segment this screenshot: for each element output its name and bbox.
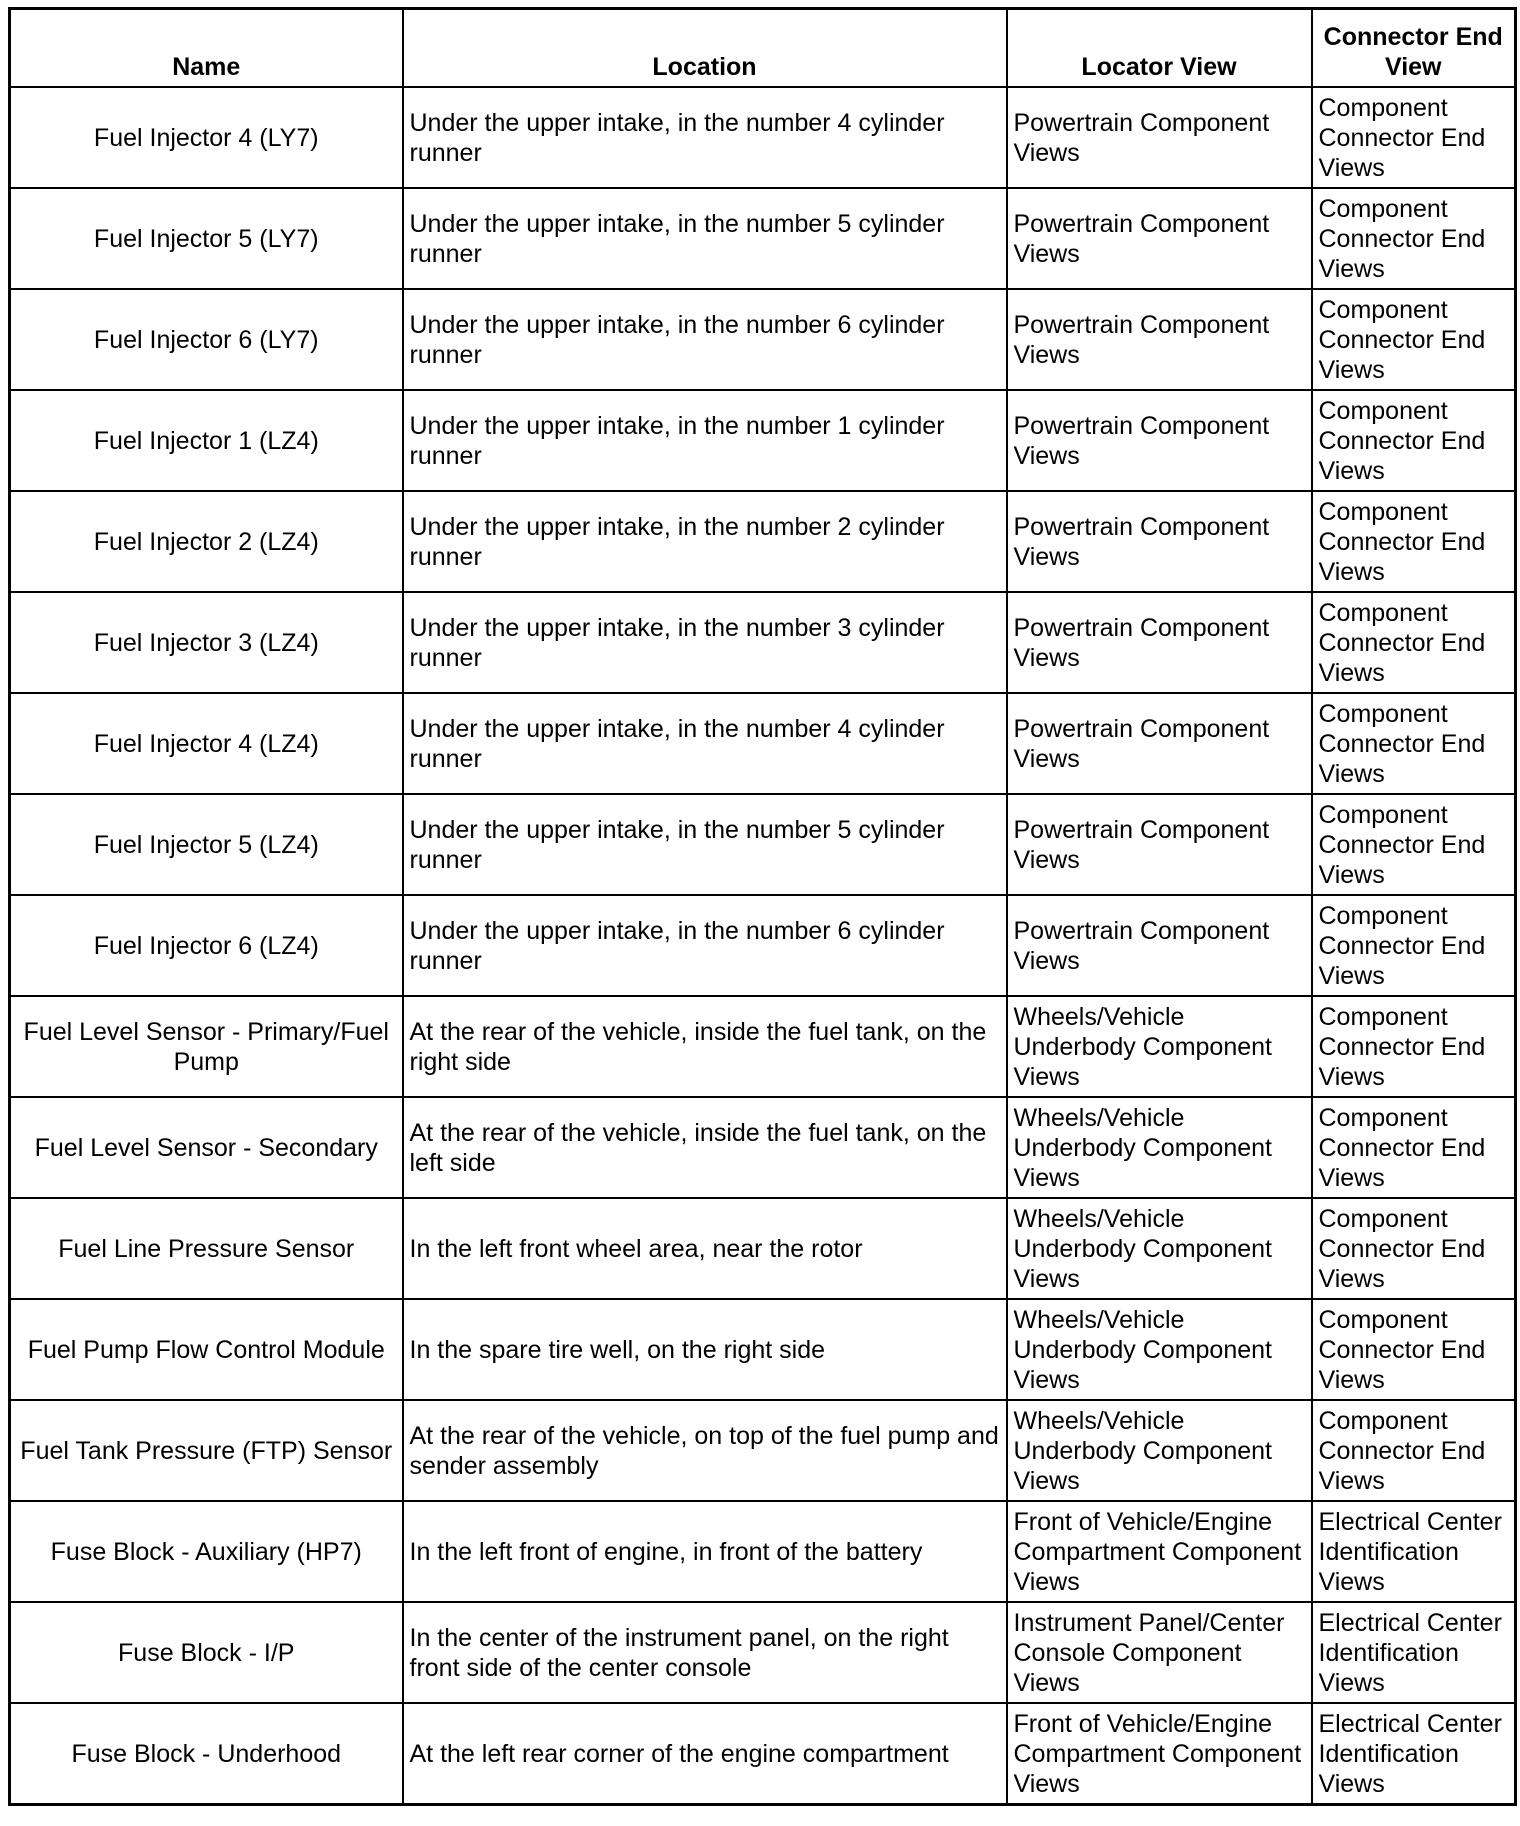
table-row: [10, 693, 1516, 794]
cell-location: At the rear of the vehicle, on top of the fuel pump and sender assembly: [403, 1400, 1007, 1501]
table-row: [10, 1400, 1516, 1501]
cell-name: Fuel Tank Pressure (FTP) Sensor: [10, 1400, 403, 1501]
table-row: [10, 996, 1516, 1097]
header-name: Name: [10, 9, 403, 88]
table-row: [10, 1501, 1516, 1602]
cell-locator-view: Powertrain Component Views: [1007, 188, 1312, 289]
cell-name: Fuel Injector 2 (LZ4): [10, 491, 403, 592]
table-row: [10, 491, 1516, 592]
cell-name: Fuel Injector 6 (LY7): [10, 289, 403, 390]
cell-location: Under the upper intake, in the number 6 cylinder runner: [403, 289, 1007, 390]
cell-location: Under the upper intake, in the number 4 cylinder runner: [403, 87, 1007, 188]
cell-location: In the left front wheel area, near the rotor: [403, 1198, 1007, 1299]
cell-location: In the spare tire well, on the right side: [403, 1299, 1007, 1400]
cell-name: Fuel Injector 5 (LZ4): [10, 794, 403, 895]
table-row: [10, 1198, 1516, 1299]
table-row: [10, 188, 1516, 289]
cell-location: Under the upper intake, in the number 3 cylinder runner: [403, 592, 1007, 693]
table-row: [10, 390, 1516, 491]
component-locator-table: [8, 7, 1517, 1806]
cell-location: At the rear of the vehicle, inside the fuel tank, on the right side: [403, 996, 1007, 1097]
cell-locator-view: Powertrain Component Views: [1007, 491, 1312, 592]
table-row: [10, 1299, 1516, 1400]
cell-connector-end-view: Component Connector End Views: [1312, 693, 1516, 794]
table-row: [10, 1602, 1516, 1703]
header-locator-view: Locator View: [1007, 9, 1312, 88]
cell-name: Fuel Injector 4 (LZ4): [10, 693, 403, 794]
cell-name: Fuel Level Sensor - Secondary: [10, 1097, 403, 1198]
cell-location: Under the upper intake, in the number 5 cylinder runner: [403, 188, 1007, 289]
cell-location: Under the upper intake, in the number 4 cylinder runner: [403, 693, 1007, 794]
cell-locator-view: Powertrain Component Views: [1007, 289, 1312, 390]
cell-name: Fuel Injector 4 (LY7): [10, 87, 403, 188]
cell-locator-view: Front of Vehicle/Engine Compartment Component Views: [1007, 1703, 1312, 1805]
cell-connector-end-view: Electrical Center Identification Views: [1312, 1501, 1516, 1602]
cell-connector-end-view: Component Connector End Views: [1312, 289, 1516, 390]
cell-connector-end-view: Component Connector End Views: [1312, 390, 1516, 491]
cell-locator-view: Powertrain Component Views: [1007, 592, 1312, 693]
cell-name: Fuel Injector 3 (LZ4): [10, 592, 403, 693]
cell-connector-end-view: Component Connector End Views: [1312, 996, 1516, 1097]
cell-locator-view: Wheels/Vehicle Underbody Component Views: [1007, 1097, 1312, 1198]
cell-connector-end-view: Component Connector End Views: [1312, 491, 1516, 592]
cell-location: Under the upper intake, in the number 1 cylinder runner: [403, 390, 1007, 491]
cell-connector-end-view: Electrical Center Identification Views: [1312, 1703, 1516, 1805]
cell-location: In the left front of engine, in front of the battery: [403, 1501, 1007, 1602]
cell-connector-end-view: Component Connector End Views: [1312, 592, 1516, 693]
header-connector-end-view: Connector End View: [1312, 9, 1516, 88]
table-row: [10, 1703, 1516, 1805]
cell-locator-view: Powertrain Component Views: [1007, 895, 1312, 996]
cell-locator-view: Powertrain Component Views: [1007, 794, 1312, 895]
header-location: Location: [403, 9, 1007, 88]
cell-connector-end-view: Component Connector End Views: [1312, 1400, 1516, 1501]
cell-connector-end-view: Component Connector End Views: [1312, 794, 1516, 895]
cell-location: In the center of the instrument panel, on the right front side of the center console: [403, 1602, 1007, 1703]
cell-connector-end-view: Component Connector End Views: [1312, 1097, 1516, 1198]
cell-name: Fuse Block - Underhood: [10, 1703, 403, 1805]
table-row: [10, 87, 1516, 188]
cell-location: Under the upper intake, in the number 2 cylinder runner: [403, 491, 1007, 592]
cell-connector-end-view: Component Connector End Views: [1312, 188, 1516, 289]
cell-connector-end-view: Electrical Center Identification Views: [1312, 1602, 1516, 1703]
cell-locator-view: Powertrain Component Views: [1007, 390, 1312, 491]
cell-location: Under the upper intake, in the number 6 cylinder runner: [403, 895, 1007, 996]
cell-locator-view: Wheels/Vehicle Underbody Component Views: [1007, 1299, 1312, 1400]
table-row: [10, 895, 1516, 996]
cell-locator-view: Powertrain Component Views: [1007, 87, 1312, 188]
cell-name: Fuel Injector 1 (LZ4): [10, 390, 403, 491]
table-row: [10, 1097, 1516, 1198]
cell-name: Fuel Injector 6 (LZ4): [10, 895, 403, 996]
cell-location: At the rear of the vehicle, inside the fuel tank, on the left side: [403, 1097, 1007, 1198]
cell-locator-view: Wheels/Vehicle Underbody Component Views: [1007, 996, 1312, 1097]
cell-connector-end-view: Component Connector End Views: [1312, 1299, 1516, 1400]
cell-locator-view: Instrument Panel/Center Console Component Views: [1007, 1602, 1312, 1703]
cell-name: Fuel Line Pressure Sensor: [10, 1198, 403, 1299]
cell-locator-view: Front of Vehicle/Engine Compartment Component Views: [1007, 1501, 1312, 1602]
cell-locator-view: Powertrain Component Views: [1007, 693, 1312, 794]
cell-locator-view: Wheels/Vehicle Underbody Component Views: [1007, 1198, 1312, 1299]
cell-name: Fuel Pump Flow Control Module: [10, 1299, 403, 1400]
cell-connector-end-view: Component Connector End Views: [1312, 87, 1516, 188]
cell-name: Fuse Block - I/P: [10, 1602, 403, 1703]
cell-connector-end-view: Component Connector End Views: [1312, 895, 1516, 996]
cell-location: Under the upper intake, in the number 5 cylinder runner: [403, 794, 1007, 895]
table-row: [10, 794, 1516, 895]
table-row: [10, 592, 1516, 693]
cell-location: At the left rear corner of the engine compartment: [403, 1703, 1007, 1805]
table-row: [10, 289, 1516, 390]
cell-name: Fuel Injector 5 (LY7): [10, 188, 403, 289]
cell-name: Fuse Block - Auxiliary (HP7): [10, 1501, 403, 1602]
cell-name: Fuel Level Sensor - Primary/Fuel Pump: [10, 996, 403, 1097]
cell-connector-end-view: Component Connector End Views: [1312, 1198, 1516, 1299]
header-row: [10, 9, 1516, 88]
cell-locator-view: Wheels/Vehicle Underbody Component Views: [1007, 1400, 1312, 1501]
